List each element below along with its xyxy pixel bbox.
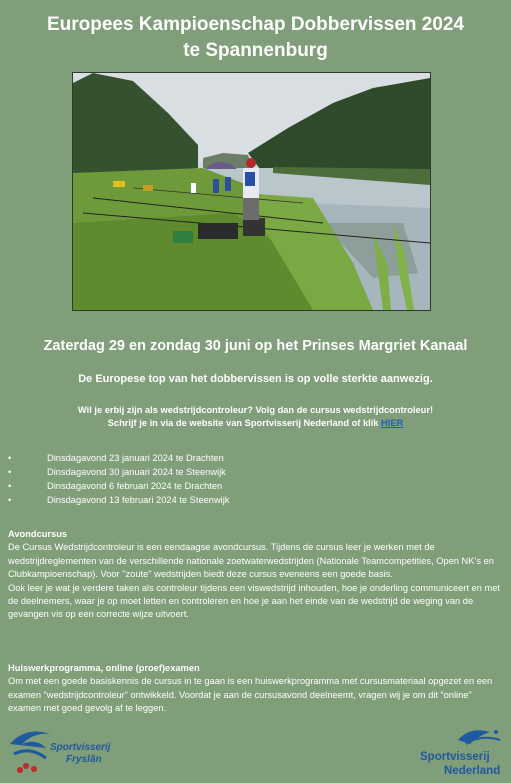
bullet-icon: • xyxy=(8,453,12,463)
session-list xyxy=(8,451,488,507)
sportvisserij-nederland-logo xyxy=(418,722,508,778)
logo-left-line-2: Fryslân xyxy=(66,754,102,765)
avondcursus-section xyxy=(8,528,504,622)
logo-left-line-1: Sportvisserij xyxy=(50,742,111,753)
section-heading: Huiswerkprogramma, online (proef)examen xyxy=(8,663,200,673)
section-heading: Avondcursus xyxy=(8,529,68,539)
registration-invite xyxy=(0,404,511,430)
session-text: Dinsdagavond 23 januari 2024 te Drachten xyxy=(47,453,224,463)
event-date-location: Zaterdag 29 en zondag 30 juni op het Prinses Margriet Kanaal xyxy=(43,338,468,354)
title-line-1: Europees Kampioenschap Dobbervissen 2024 xyxy=(46,14,465,35)
sportvisserij-fryslan-logo xyxy=(6,724,116,776)
title-line-2: te Spannenburg xyxy=(183,40,328,61)
section-paragraph: De Cursus Wedstrijdcontroleur is een eendaagse avondcursus. Tijdens de cursus leer je werken met de wedstrijdreglementen van de verschillende nationale zoetwaterwedstrijden (Nationale Teamcompetities, Open NK’s en Clubkampioenschap). Voor "zoute" wedstrijden biedt deze cursus eveneens een goede basis. xyxy=(8,542,494,580)
invite-line-2 xyxy=(0,417,511,430)
bullet-icon: • xyxy=(8,481,12,491)
session-text: Dinsdagavond 13 februari 2024 te Steenwijk xyxy=(47,495,230,505)
section-paragraph: Om met een goede basiskennis de cursus in te gaan is een huiswerkprogramma met cursusmateriaal opgezet en een examen “wedstrijdcontroleur” ontwikkeld. Voordat je aan de cursusavond deelneemt, vragen wij je om dit “online” examen met goed gevolg af te leggen. xyxy=(8,676,493,714)
page-title xyxy=(0,12,511,64)
invite-line-2-text: Schrijf je in via de website van Sportvisserij Nederland of klik xyxy=(107,418,382,428)
session-text: Dinsdagavond 30 januari 2024 te Steenwijk xyxy=(47,467,226,477)
list-item xyxy=(8,479,488,493)
session-text: Dinsdagavond 6 februari 2024 te Drachten xyxy=(47,481,223,491)
invite-line-1: Wil je erbij zijn als wedstrijdcontroleur? Volg dan de cursus wedstrijdcontroleur! xyxy=(77,405,434,415)
canal-fishing-photo xyxy=(72,72,431,311)
bullet-icon: • xyxy=(8,467,12,477)
list-item xyxy=(8,451,488,465)
list-item xyxy=(8,465,488,479)
section-paragraph: Ook leer je wat je verdere taken als controleur tijdens een viswedstrijd inhouden, hoe je onderling communiceert en met de deelnemers, waar je op moet letten en controleren en hoe je aan het einde van de wedstrijd de weging van de gevangen vis op een correcte wijze uitvoert. xyxy=(8,582,500,620)
huiswerk-section xyxy=(8,662,504,716)
list-item xyxy=(8,493,488,507)
register-link[interactable]: HIER xyxy=(381,418,404,428)
logo-right-line-1: Sportvisserij xyxy=(420,751,490,763)
event-tagline: De Europese top van het dobbervissen is op volle sterkte aanwezig. xyxy=(78,373,433,385)
logo-right-line-2: Nederland xyxy=(444,765,501,777)
bullet-icon: • xyxy=(8,495,12,505)
